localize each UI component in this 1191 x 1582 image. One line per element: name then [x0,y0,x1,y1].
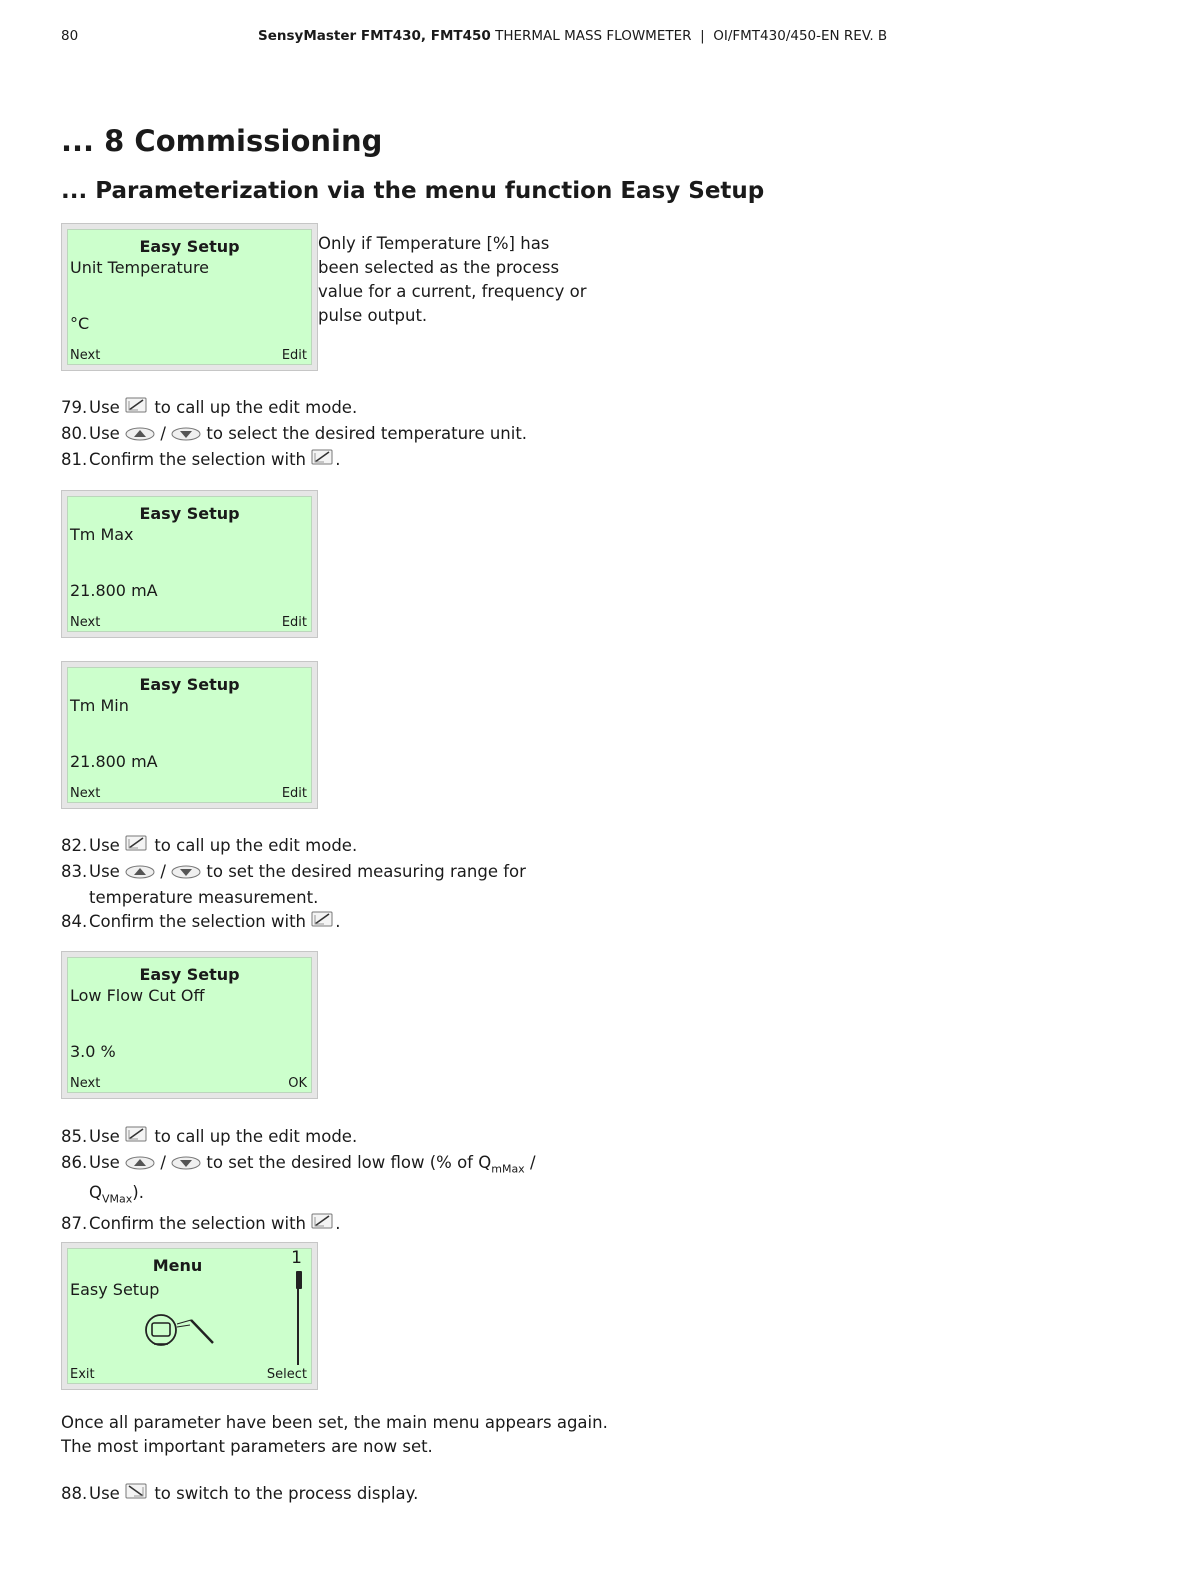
step-80 [61,422,527,448]
exit-key-icon [125,1483,149,1508]
step-88 [61,1482,418,1508]
step-number: 86. [61,1153,88,1172]
lcd-screen [67,1248,312,1384]
step-text: / [524,1153,536,1172]
step-text: Use [89,398,126,417]
step-list [61,834,526,936]
down-key-icon [171,424,201,448]
step-text: / [155,1153,172,1172]
step-list [61,396,527,474]
lcd-parameter: Easy Setup [70,1280,160,1299]
step-text: Use [89,1153,126,1172]
lcd-screen [67,229,312,365]
softkey-right-label: Edit [281,786,307,801]
step-text: Q [89,1183,102,1203]
lcd-value: 21.800 mA [70,581,158,600]
softkey-right-label: OK [288,1076,307,1091]
lcd-title: Menu [152,1256,203,1275]
lcd-parameter: Tm Max [70,525,134,544]
step-text: . [335,1213,341,1233]
running-header [258,28,887,44]
step-text: . [335,912,341,931]
lcd-parameter: Tm Min [70,696,129,715]
edit-key-icon [125,835,149,860]
subscript-vmax: VMax [102,1192,133,1206]
up-key-icon [125,424,155,448]
closing-line-1: Once all parameter have been set, the main menu appears again. [61,1413,608,1432]
softkey-left-label: Next [70,1076,101,1091]
lcd-display-unit-temperature [61,223,318,371]
scroll-index: 1 [291,1248,302,1268]
step-text: to switch to the process display. [149,1484,419,1503]
lcd-title: Easy Setup [139,237,240,256]
product-name: SensyMaster FMT430, FMT450 [258,28,491,44]
step-number: 88. [61,1484,88,1503]
step-number: 79. [61,398,88,417]
step-continuation: temperature measurement. [89,888,319,907]
up-key-icon [125,862,155,886]
step-text: to call up the edit mode. [149,836,358,855]
edit-key-icon [311,911,335,936]
step-text: to call up the edit mode. [149,398,358,417]
step-list [61,1482,418,1508]
softkey-left-label: Exit [70,1367,95,1382]
softkey-left-label: Next [70,348,101,363]
down-key-icon [171,862,201,886]
step-84 [61,910,526,936]
step-number: 87. [61,1213,88,1233]
lcd-title: Easy Setup [139,965,240,984]
step-85 [61,1125,536,1151]
edit-key-icon [311,449,335,474]
step-text: / [155,862,172,881]
step-text: Confirm the selection with [89,1213,312,1233]
step-number: 80. [61,424,88,443]
step-number: 83. [61,862,88,881]
chapter-title: ... 8 Commissioning [61,124,383,158]
softkey-left-label: Next [70,615,101,630]
step-text: to call up the edit mode. [149,1127,358,1146]
step-87 [61,1212,536,1238]
step-text: Use [89,424,126,443]
step-86 [61,1151,536,1212]
edit-key-icon [125,1126,149,1151]
step-text: ). [132,1183,144,1203]
page-number: 80 [61,28,79,44]
section-title: ... Parameterization via the menu function Easy Setup [61,178,765,204]
step-number: 81. [61,450,88,469]
lcd-title: Easy Setup [139,504,240,523]
lcd-screen [67,496,312,632]
step-82 [61,834,526,860]
step-81 [61,448,527,474]
lcd-value: 21.800 mA [70,752,158,771]
step-text: to select the desired temperature unit. [201,424,528,443]
up-key-icon [125,1153,155,1177]
lcd-parameter: Low Flow Cut Off [70,986,205,1005]
step-79 [61,396,527,422]
closing-line-2: The most important parameters are now set. [61,1437,433,1456]
step-text: to set the desired measuring range for [201,862,526,881]
lcd-value: °C [70,314,90,333]
side-note: Only if Temperature [%] has been selected as the process value for a current, frequency or pulse output. [318,234,587,325]
step-text: Use [89,862,126,881]
step-number: 85. [61,1127,88,1146]
step-text: to set the desired low flow (% of Q [201,1153,492,1172]
lcd-display-low-flow-cut-off [61,951,318,1099]
softkey-right-label: Edit [281,615,307,630]
step-text: Confirm the selection with [89,450,312,469]
softkey-right-label: Edit [281,348,307,363]
step-83 [61,860,526,910]
softkey-left-label: Next [70,786,101,801]
scrollbar-thumb [296,1271,302,1289]
softkey-right-label: Select [266,1367,307,1382]
step-number: 82. [61,836,88,855]
lcd-parameter: Unit Temperature [70,258,210,277]
edit-key-icon [125,397,149,422]
step-text: . [335,450,341,469]
lcd-display-tm-max [61,490,318,638]
lcd-screen [67,957,312,1093]
down-key-icon [171,1153,201,1177]
step-text: Use [89,836,126,855]
step-text: / [155,424,172,443]
step-text: Use [89,1484,126,1503]
meter-probe-icon [144,1311,216,1355]
lcd-value: 3.0 % [70,1042,116,1061]
closing-paragraph [61,1411,608,1459]
step-continuation [89,1181,536,1211]
subscript-mmax: mMax [491,1162,525,1176]
lcd-screen [67,667,312,803]
document-id: THERMAL MASS FLOWMETER | OI/FMT430/450-EN REV. B [490,28,888,44]
lcd-display-tm-min [61,661,318,809]
step-text: Confirm the selection with [89,912,312,931]
edit-key-icon [311,1213,335,1238]
lcd-title: Easy Setup [139,675,240,694]
step-text: Use [89,1127,126,1146]
lcd-display-menu [61,1242,318,1390]
step-list [61,1125,536,1238]
step-number: 84. [61,912,88,931]
